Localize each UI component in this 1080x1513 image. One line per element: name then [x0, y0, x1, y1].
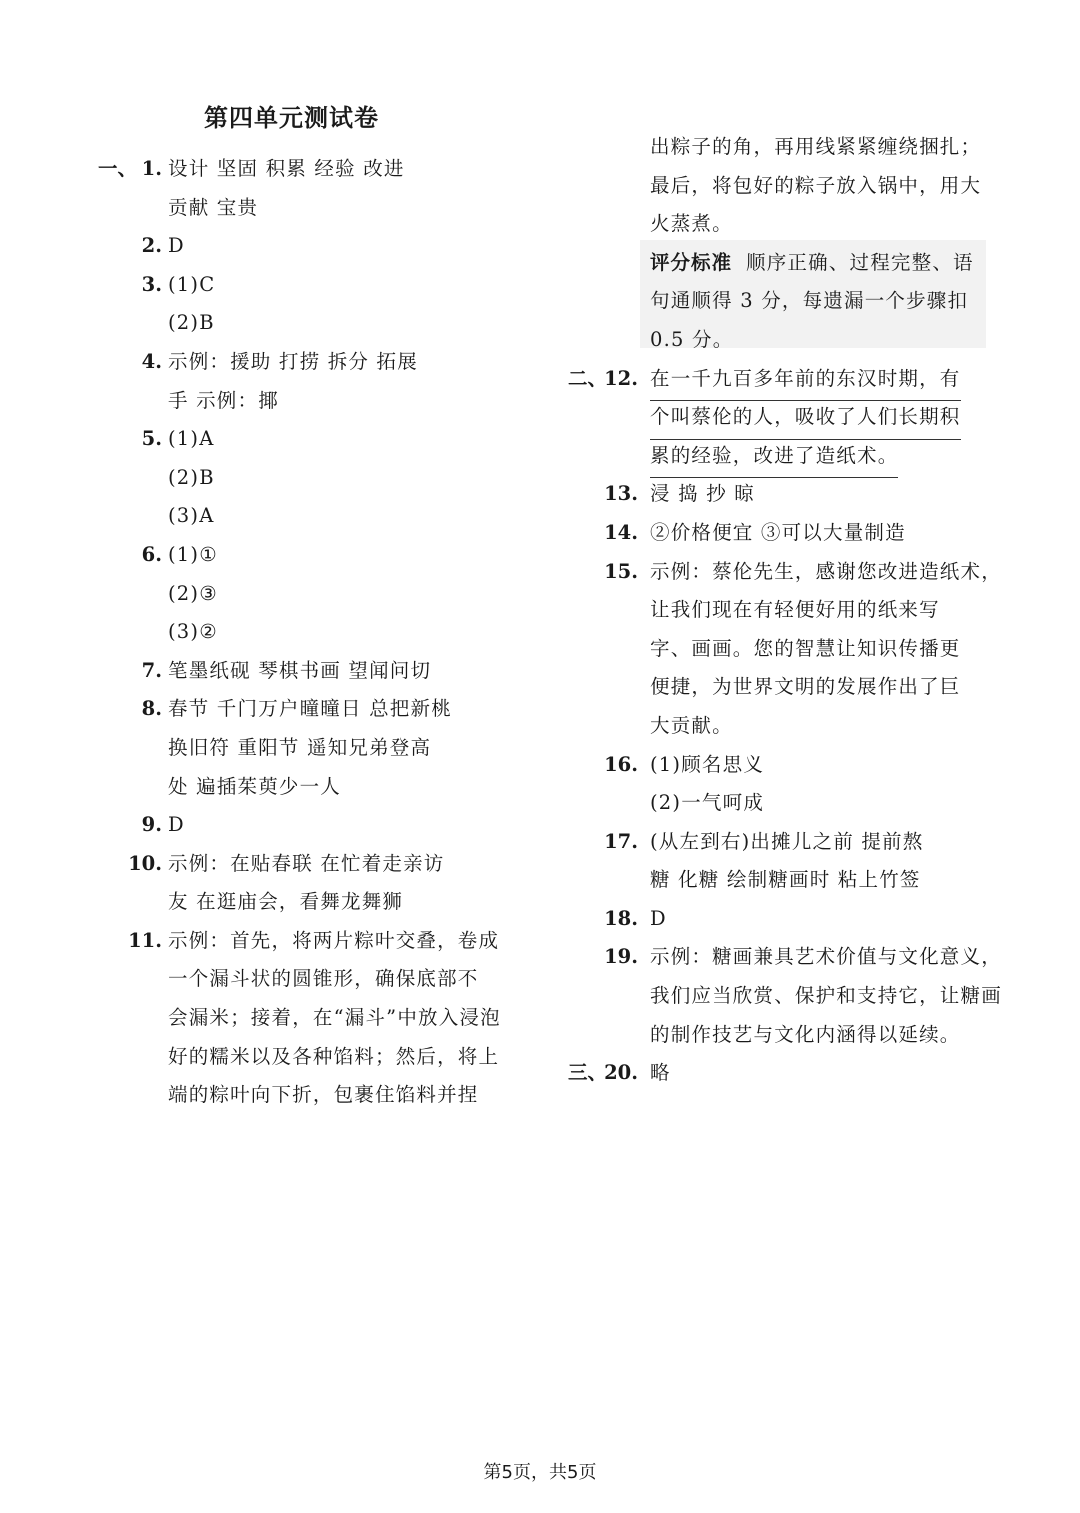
answer-line	[568, 977, 1008, 1016]
answer-text: 友 在逛庙会，看舞龙舞狮	[168, 890, 404, 914]
question-number: 11.	[128, 928, 162, 952]
answer-text: 手 示例：揶	[168, 388, 279, 412]
answer-line	[98, 690, 528, 729]
answer-text: 在一千九百多年前的东汉时期，有	[650, 360, 961, 402]
answer-line	[568, 475, 1008, 514]
question-number: 4.	[141, 349, 162, 373]
answer-line	[568, 167, 1008, 206]
answer-line	[98, 150, 528, 189]
answer-line	[568, 861, 1008, 900]
answer-text: 换旧符 重阳节 遥知兄弟登高	[168, 735, 432, 759]
question-number: 7.	[141, 658, 162, 682]
answer-line	[98, 845, 528, 884]
section-number: 二、	[568, 366, 608, 390]
scoring-text	[650, 244, 974, 283]
question-number: 9.	[141, 813, 162, 837]
answer-text: 端的粽叶向下折，包裹住馅料并捏	[168, 1083, 479, 1107]
answer-line	[568, 1016, 1008, 1055]
question-number: 16.	[604, 752, 638, 776]
answer-line	[98, 883, 528, 922]
answer-line	[98, 575, 528, 614]
answer-text: (1)A	[168, 427, 215, 451]
question-number: 14.	[604, 520, 638, 544]
answer-line	[568, 630, 1008, 669]
answer-line	[568, 1054, 1008, 1093]
answer-line	[98, 497, 528, 536]
question-number: 2.	[141, 234, 162, 258]
scoring-line	[568, 321, 1008, 360]
right-column	[568, 128, 1008, 1093]
section-number: 一、	[98, 157, 138, 180]
answer-text: (2)③	[168, 581, 218, 605]
answer-text: 的制作技艺与文化内涵得以延续。	[650, 1022, 961, 1046]
answer-line	[98, 613, 528, 652]
answer-text: 示例：在贴春联 在忙着走亲访	[168, 851, 445, 875]
answer-text: 我们应当欣赏、保护和支持它，让糖画	[650, 984, 1002, 1008]
answer-text: (从左到右)出摊儿之前 提前熬	[650, 829, 924, 853]
page-footer: 第5页，共5页	[483, 1462, 597, 1483]
answer-line	[98, 1038, 528, 1077]
answer-text: 贡献 宝贵	[168, 195, 259, 219]
answer-line	[98, 806, 528, 845]
scoring-line	[568, 244, 1008, 283]
section-number: 三、	[568, 1061, 608, 1085]
answer-text: D	[168, 813, 185, 837]
answer-text: 示例：糖画兼具艺术价值与文化意义，	[650, 945, 1002, 969]
answer-line	[98, 922, 528, 961]
answer-line	[568, 205, 1008, 244]
question-number: 3.	[141, 272, 162, 296]
answer-text: D	[168, 234, 185, 258]
page-title: 第四单元测试卷	[204, 104, 379, 132]
answer-text: 累的经验，改进了造纸术。	[650, 437, 898, 479]
question-number: 13.	[604, 482, 638, 506]
answer-text: (1)C	[168, 272, 216, 296]
answer-line	[568, 784, 1008, 823]
answer-text: 字、画画。您的智慧让知识传播更	[650, 636, 961, 660]
answer-text: 个叫蔡伦的人，吸收了人们长期积	[650, 398, 961, 440]
answer-text: 浸 捣 抄 晾	[650, 482, 755, 506]
answer-line	[568, 823, 1008, 862]
answer-text: 糖 化糖 绘制糖画时 粘上竹签	[650, 868, 921, 892]
answer-text: 示例：蔡伦先生，感谢您改进造纸术，	[650, 559, 1002, 583]
answer-line	[568, 514, 1008, 553]
answer-text: 出粽子的角，再用线紧紧缠绕捆扎；	[650, 135, 982, 158]
answer-text: 设计 坚固 积累 经验 改进	[168, 157, 405, 180]
answer-line	[568, 128, 1008, 167]
answer-line	[98, 999, 528, 1038]
answer-line	[568, 746, 1008, 785]
answer-text: (2)B	[168, 465, 215, 489]
answer-line	[568, 437, 1008, 476]
answer-text: 笔墨纸砚 琴棋书画 望闻问切	[168, 658, 432, 682]
left-column	[98, 150, 528, 1115]
answer-text: (1)顾名思义	[650, 752, 765, 776]
answer-line	[98, 227, 528, 266]
question-number: 6.	[141, 542, 162, 566]
answer-line	[568, 668, 1008, 707]
answer-text: (2)B	[168, 311, 215, 335]
answer-line	[568, 707, 1008, 746]
answer-text: 会漏米；接着，在“漏斗”中放入浸泡	[168, 1006, 501, 1030]
answer-line	[98, 420, 528, 459]
answer-line	[98, 960, 528, 999]
answer-line	[568, 900, 1008, 939]
answer-text: 春节 千门万户曈曈日 总把新桃	[168, 697, 452, 721]
scoring-line-1: 顺序正确、过程完整、语	[746, 250, 974, 274]
answer-line	[98, 189, 528, 228]
answer-text: 让我们现在有轻便好用的纸来写	[650, 598, 940, 622]
question-number: 19.	[604, 945, 638, 969]
answer-text: 略	[650, 1061, 671, 1085]
answer-text: 好的糯米以及各种馅料；然后，将上	[168, 1044, 500, 1068]
answer-text: 最后，将包好的粽子放入锅中，用大	[650, 173, 982, 197]
answer-text: (2)一气呵成	[650, 791, 765, 815]
question-number: 20.	[604, 1061, 638, 1085]
question-number: 1.	[141, 157, 162, 180]
answer-line	[568, 553, 1008, 592]
answer-line	[568, 360, 1008, 399]
answer-line	[568, 591, 1008, 630]
answer-line	[98, 536, 528, 575]
answer-text: 一个漏斗状的圆锥形，确保底部不	[168, 967, 479, 991]
scoring-line-2: 句通顺得 3 分，每遗漏一个步骤扣	[650, 289, 969, 313]
question-number: 17.	[604, 829, 638, 853]
scoring-line	[568, 282, 1008, 321]
question-number: 10.	[128, 851, 162, 875]
question-number: 5.	[141, 427, 162, 451]
scoring-line-3: 0.5 分。	[650, 327, 734, 351]
answer-line	[568, 938, 1008, 977]
answer-line	[98, 1076, 528, 1115]
answer-line	[98, 652, 528, 691]
answer-text: 处 遍插茱萸少一人	[168, 774, 341, 798]
answer-line	[98, 266, 528, 305]
answer-text: 火蒸煮。	[650, 212, 733, 236]
answer-text: (3)A	[168, 504, 215, 528]
question-number: 8.	[141, 697, 162, 721]
scoring-label: 评分标准	[650, 250, 733, 274]
answer-text: 大贡献。	[650, 713, 733, 737]
answer-text: D	[650, 906, 667, 930]
answer-text: 示例：首先，将两片粽叶交叠，卷成	[168, 928, 500, 952]
answer-text: (3)②	[168, 620, 218, 644]
answer-text: ②价格便宜 ③可以大量制造	[650, 520, 906, 544]
answer-text: (1)①	[168, 542, 218, 566]
answer-text: 便捷，为世界文明的发展作出了巨	[650, 675, 961, 699]
answer-line	[98, 729, 528, 768]
question-number: 15.	[604, 559, 638, 583]
question-number: 12.	[604, 366, 638, 390]
answer-line	[98, 343, 528, 382]
answer-line	[98, 459, 528, 498]
answer-line	[98, 304, 528, 343]
answer-line	[568, 398, 1008, 437]
question-number: 18.	[604, 906, 638, 930]
answer-line	[98, 768, 528, 807]
answer-line	[98, 382, 528, 421]
answer-text: 示例：援助 打捞 拆分 拓展	[168, 349, 418, 373]
